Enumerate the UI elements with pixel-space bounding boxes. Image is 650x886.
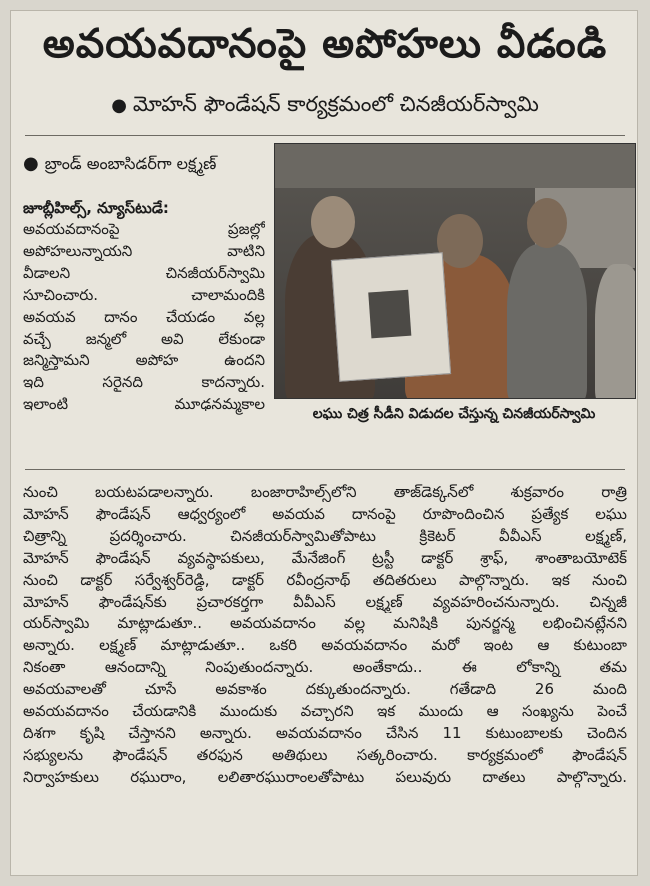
body-line: నుంచి బయటపడాలన్నారు. బంజారాహిల్స్‌లోని తాజ్‌డెక్కన్‌లో శుక్రవారం రాత్రి [23,483,627,501]
body-line: యర్‌స్వామి మాట్లాడుతూ.. అవయవదానం వల్ల మనిషికి పునర్జన్మ లభించినట్లేనని [23,614,627,633]
newspaper-clipping [10,10,638,876]
subheading-secondary [23,152,216,176]
body-line: అపోహలున్నాయని వాటిని [23,241,265,260]
subheading [11,89,638,121]
body-line: సభ్యులను ఫౌండేషన్ తరఫున అతిథులు సత్కరించారు. కార్యక్రమంలో ఫౌండేషన్ [23,745,627,764]
headline: అవయవదానంపై అపోహలు వీడండి [42,21,608,67]
body-line: వచ్చే జన్మలో అవి లేకుండా [23,329,265,348]
body-line: అవయవదానం చేయడానికి ముందుకు వచ్చారని ఇక ముందు ఆ సంఖ్యను పెంచే [23,702,627,721]
photo-person [595,264,636,399]
body-line: అవయవ దానం చేయడం వల్ల [23,307,265,326]
subheading-secondary-text: బ్రాండ్ అంబాసిడర్‌గా లక్ష్మణ్ [44,154,217,173]
body-line: అన్నారు. లక్ష్మణ్ మాట్లాడుతూ.. ఒకరి అవయవదానం మరో ఇంట ఆ కుటుంబా [23,636,627,655]
bullet-icon: ● [23,153,39,174]
body-line: నికంతా ఆనందాన్ని నింపుతుందన్నారు. అంతేకాదు.. ఈ లోకాన్ని తమ [23,658,627,677]
body-line: ఇది సరైనది కాదన్నారు. [23,373,265,392]
body-line: సూచించారు. చాలామందికి [23,285,265,304]
dateline: జూబ్లీహిల్స్, న్యూస్‌టుడే: [23,199,169,217]
body-wide-column [23,482,627,789]
cd-cover [331,252,451,382]
bullet-icon: ● [111,95,127,116]
photo-head [527,198,567,248]
body-line: మోహన్ ఫౌండేషన్ వ్యవస్థాపకులు, మేనేజింగ్ ట్రస్టీ డాక్టర్ శ్రాఫ్, శాంతాబయోటెక్ [23,548,627,567]
photo-head [437,214,483,268]
cd-cover-image [368,290,411,339]
body-line: చిత్రాన్ని ప్రదర్శించారు. చినజీయర్‌స్వామితోపాటు క్రికెటర్ వీవీఎస్ లక్ష్మణ్, [23,526,627,545]
body-line: అవయవాలతో చూసే అవకాశం దక్కుతుందన్నారు. గతేడాది 26 మంది [23,680,627,699]
event-photo [274,143,636,399]
body-line: అవయవదానంపై ప్రజల్లో [23,220,265,238]
body-line: ఇలాంటి మూఢనమ్మకాల [23,395,265,414]
photo-caption: లఘు చిత్ర సీడీని విడుదల చేస్తున్న చినజీయర్‌స్వామి [312,406,596,422]
body-line: నిర్వాహకులు రఘురాం, లలితారఘురాంలతోపాటు పలువురు దాతలు పాల్గొన్నారు. [23,767,627,786]
photo-person [507,244,587,399]
subheading-text: మోహన్ ఫౌండేషన్ కార్యక్రమంలో చినజీయర్‌స్వామి [132,92,539,116]
body-line: మోహన్ ఫౌండేషన్‌కు ప్రచారకర్తగా వీవీఎస్ లక్ష్మణ్ వ్యవహరించనున్నారు. చిన్నజీ [23,592,627,611]
divider [25,135,625,136]
photo-backdrop [275,144,635,188]
body-line: నుంచి డాక్టర్ సర్వేశ్వర్‌రెడ్డి, డాక్టర్ రవీంద్రనాథ్ తదితరులు పాల్గొన్నారు. ఇక నుంచి [23,570,627,589]
divider [25,469,625,470]
body-line: వీడాలని చినజీయర్‌స్వామి [23,263,265,282]
body-line: జన్మిస్తామని అపోహ ఉందని [23,351,265,370]
photo-head [311,196,355,248]
body-line: మోహన్ ఫౌండేషన్ ఆధ్వర్యంలో అవయవ దానంపై రూపొందించిన ప్రత్యేక లఘు [23,504,627,523]
body-line: దిశగా కృషి చేస్తానని అన్నారు. అవయవదానం చేసిన 11 కుటుంబాలకు చెందిన [23,723,627,742]
body-narrow-column [23,219,265,416]
